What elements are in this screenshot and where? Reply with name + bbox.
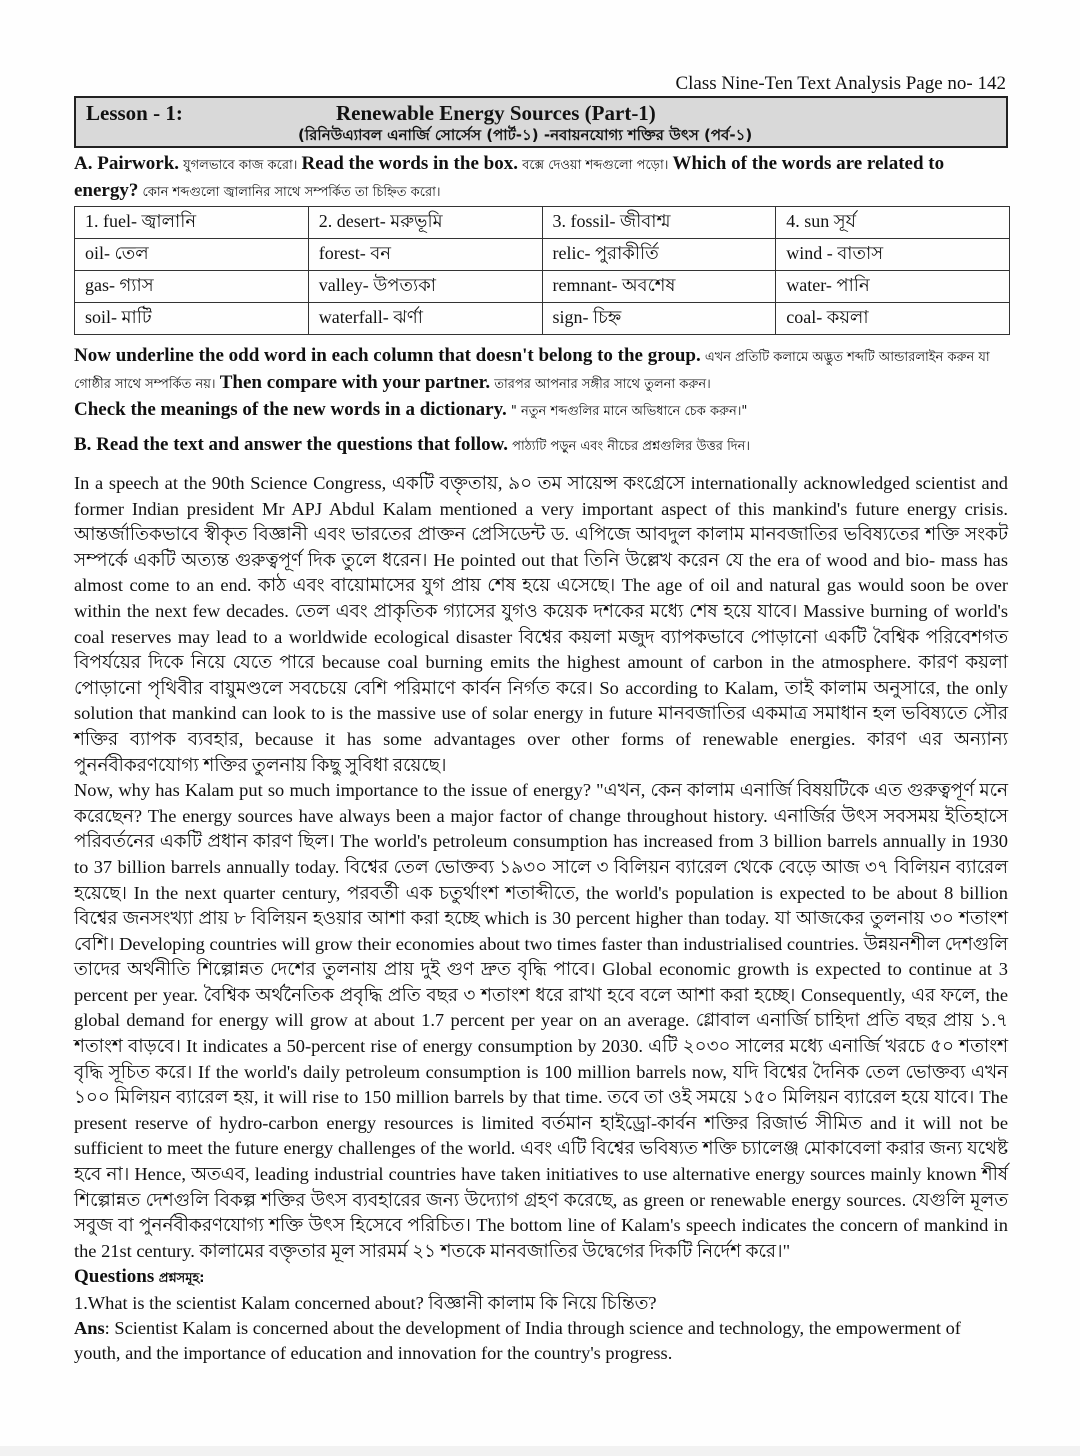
underline-instruction-bn: এখন প্রতিটি কলামে অদ্ভুত শব্দটি আন্ডারলাইন করুন যা গোষ্ঠীর সাথে সম্পর্কিত নয়।: [74, 350, 990, 392]
lesson-header-box: [74, 96, 1008, 148]
table-row: [75, 207, 1010, 239]
section-a-heading-bn: যুগলভাবে কাজ করো।: [179, 158, 302, 173]
answer-1: [74, 1316, 1008, 1366]
table-cell: coal- কয়লা: [776, 303, 1010, 335]
document-page: [74, 72, 1008, 1366]
table-row: [75, 239, 1010, 271]
table-cell: soil- মাটি: [75, 303, 309, 335]
table-cell: relic- পুরাকীর্তি: [542, 239, 776, 271]
word-table: [74, 206, 1010, 335]
section-a-instruction-bn: বক্সে দেওয়া শব্দগুলো পড়ো।: [517, 158, 673, 173]
section-a-heading: A. Pairwork.: [74, 153, 180, 174]
questions-heading: [74, 1264, 1008, 1291]
underline-instruction: Now underline the odd word in each column that doesn't belong to the group.: [74, 345, 701, 366]
post-table-instructions: [74, 343, 1008, 424]
passage-paragraph-1: In a speech at the 90th Science Congress, একটি বক্তৃতায়, ৯০ তম সায়েন্স কংগ্রেসে internationally acknowledged scientist and former Indian president Mr APJ Abdul Kalam mentioned a very important aspect of this mankind's future energy crisis. আন্তর্জাতিকভাবে স্বীকৃত বিজ্ঞানী এবং ভারতের প্রাক্তন প্রেসিডেন্ট ড. এপিজে আবদুল কালাম মানবজাতির ভবিষ্যতের শক্তি সংকট সম্পর্কে একটি অত্যন্ত গুরুত্বপূর্ণ দিক তুলে ধরেন। He pointed out that তিনি উল্লেখ করেন যে the era of wood and bio- mass has almost come to an end. কাঠ এবং বায়োমাসের যুগ প্রায় শেষ হয়ে এসেছে। The age of oil and natural gas would soon be over within the next few decades. তেল এবং প্রাকৃতিক গ্যাসের যুগও কয়েক দশকের মধ্যে শেষ হয়ে যাবে। Massive burning of world's coal reserves may lead to a worldwide ecological disaster বিশ্বের কয়লা মজুদ ব্যাপকভাবে পোড়ানো একটি বৈশ্বিক পরিবেশগত বিপর্যয়ের দিকে নিয়ে যেতে পারে because coal burning emits the highest amount of carbon in the atmosphere. কারণ কয়লা পোড়ানো পৃথিবীর বায়ুমণ্ডলে সবচেয়ে বেশি পরিমাণে কার্বন নির্গত করে। So according to Kalam, তাই কালাম অনুসারে, the only solution that mankind can look to is the massive use of solar energy in future মানবজাতির একমাত্র সমাধান হল ভবিষ্যতে সৌর শক্তির ব্যাপক ব্যবহার, because it has some advantages over other forms of renewable energies. কারণ এর অন্যান্য পুনর্নবীকরণযোগ্য শক্তির তুলনায় কিছু সুবিধা রয়েছে।: [74, 473, 1008, 775]
table-cell: waterfall- ঝর্ণা: [308, 303, 542, 335]
page-bottom-edge: [0, 1446, 1080, 1456]
questions-heading-bn: প্রশ্নসমূহ:: [154, 1271, 205, 1287]
passage-paragraph-2: Now, why has Kalam put so much importance to the issue of energy? "এখন, কেন কালাম এনার্জি বিষয়টিকে এত গুরুত্বপূর্ণ মনে করেছেন? The energy sources have always been a major factor of change throughout history. এনার্জির উৎস সবসময় ইতিহাসে পরিবর্তনের একটি প্রধান কারণ ছিল। The world's petroleum consumption has increased from 3 billion barrels annually in 1930 to 37 billion barrels annually today. বিশ্বের তেল ভোক্তব্য ১৯৩০ সালে ৩ বিলিয়ন ব্যারেল থেকে বেড়ে আজ ৩৭ বিলিয়ন ব্যারেল হয়েছে। In the next quarter century, পরবর্তী এক চতুর্থাংশ শতাব্দীতে, the world's population is expected to be about 8 billion বিশ্বের জনসংখ্যা প্রায় ৮ বিলিয়ন হওয়ার আশা করা হচ্ছে which is 30 percent higher than today. যা আজকের তুলনায় ৩০ শতাংশ বেশি। Developing countries will grow their economies about two times faster than industrialised countries. উন্নয়নশীল দেশগুলি তাদের অর্থনীতি শিল্পোন্নত দেশের তুলনায় প্রায় দুই গুণ দ্রুত বৃদ্ধি পাবে। Global economic growth is expected to continue at 3 percent per year. বৈশ্বিক অর্থনৈতিক প্রবৃদ্ধি প্রতি বছর ৩ শতাংশ ধরে রাখা হবে বলে আশা করা হচ্ছে। Consequently, এর ফলে, the global demand for energy will grow at about 1.7 percent per year on an average. গ্লোবাল এনার্জি চাহিদা প্রতি বছর প্রায় ১.৭ শতাংশ বাড়বে। It indicates a 50-percent rise of energy consumption by 2030. এটি ২০৩০ সালের মধ্যে এনার্জি খরচে ৫০ শতাংশ বৃদ্ধি সূচিত করে। If the world's daily petroleum consumption is 100 million barrels now, যদি বিশ্বের দৈনিক তেল ভোক্তব্য এখন ১০০ মিলিয়ন ব্যারেল হয়, it will rise to 150 million barrels by that time. তবে তা ওই সময়ে ১৫০ মিলিয়ন ব্যারেল হয়ে যাবে। The present reserve of hydro-carbon energy resources is limited বর্তমান হাইড্রো-কার্বন শক্তির রিজার্ভ সীমিত and it will not be sufficient to meet the future energy challenges of the world. এবং এটি বিশ্বের ভবিষ্যত শক্তি চ্যালেঞ্জ মোকাবেলা করার জন্য যথেষ্ট হবে না। Hence, অতএব, leading industrial countries have taken initiatives to use alternative energy sources mainly known শীর্ষ শিল্পোন্নত দেশগুলি বিকল্প শক্তির উৎস ব্যবহারের জন্য উদ্যোগ গ্রহণ করেছে, as green or renewable energy sources. যেগুলি মূলত সবুজ বা পুনর্নবীকরণযোগ্য শক্তি উৎস হিসেবে পরিচিত। The bottom line of Kalam's speech indicates the concern of mankind in the 21st century. কালামের বক্তৃতার মূল সারমর্ম ২১ শতকে মানবজাতির উদ্বেগের দিকটি নির্দেশ করে।": [74, 780, 1008, 1261]
table-cell: water- পানি: [776, 271, 1010, 303]
page-reference: Class Nine-Ten Text Analysis Page no- 142: [675, 73, 1006, 94]
section-b-heading-bn: পাঠ্যটি পড়ুন এবং নীচের প্রশ্নগুলির উত্তর দিন।: [508, 439, 751, 454]
table-cell: sign- চিহ্ন: [542, 303, 776, 335]
table-cell: 2. desert- মরুভূমি: [308, 207, 542, 239]
questions-heading-en: Questions: [74, 1266, 155, 1288]
compare-instruction-bn: তারপর আপনার সঙ্গীর সাথে তুলনা করুন।: [490, 377, 711, 392]
check-instruction: Check the meanings of the new words in a dictionary.: [74, 399, 507, 420]
section-a-instructions: [74, 151, 1008, 205]
table-row: [75, 271, 1010, 303]
answer-label: Ans: [74, 1318, 105, 1339]
question-1: 1.What is the scientist Kalam concerned about? বিজ্ঞানী কালাম কি নিয়ে চিন্তিত?: [74, 1293, 657, 1314]
table-cell: wind - বাতাস: [776, 239, 1010, 271]
section-a-question-bn: কোন শব্দগুলো জ্বালানির সাথে সম্পর্কিত তা চিহ্নিত করো।: [138, 185, 441, 200]
section-a-instruction: Read the words in the box.: [301, 153, 518, 174]
table-cell: remnant- অবশেষ: [542, 271, 776, 303]
table-cell: forest- বন: [308, 239, 542, 271]
table-cell: gas- গ্যাস: [75, 271, 309, 303]
section-a-question: Which of the words are related to energy?: [74, 153, 945, 201]
lesson-title: Renewable Energy Sources (Part-1): [336, 101, 656, 125]
answer-text: : Scientist Kalam is concerned about the development of India through science and technology, the empowerment of youth, and the importance of education and innovation for the country's progress.: [74, 1318, 961, 1364]
table-cell: valley- উপত্যকা: [308, 271, 542, 303]
lesson-label: Lesson - 1:: [86, 101, 183, 125]
table-cell: oil- তেল: [75, 239, 309, 271]
compare-instruction: Then compare with your partner.: [219, 372, 491, 393]
check-instruction-bn: " নতুন শব্দগুলির মানে অভিধানে চেক করুন।": [506, 404, 748, 419]
table-row: [75, 303, 1010, 335]
section-b-instructions: [74, 432, 1008, 459]
table-cell: 3. fossil- জীবাশ্ম: [542, 207, 776, 239]
table-cell: 1. fuel- জ্বালানি: [75, 207, 309, 239]
section-b-heading: B. Read the text and answer the questions that follow.: [74, 434, 509, 455]
table-cell: 4. sun সূর্য: [776, 207, 1010, 239]
lesson-subtitle: (রিনিউএ্যাবল এনার্জি সোর্সেস (পার্ট-১) -নবায়নযোগ্য শক্তির উৎস (পর্ব-১): [298, 126, 753, 144]
